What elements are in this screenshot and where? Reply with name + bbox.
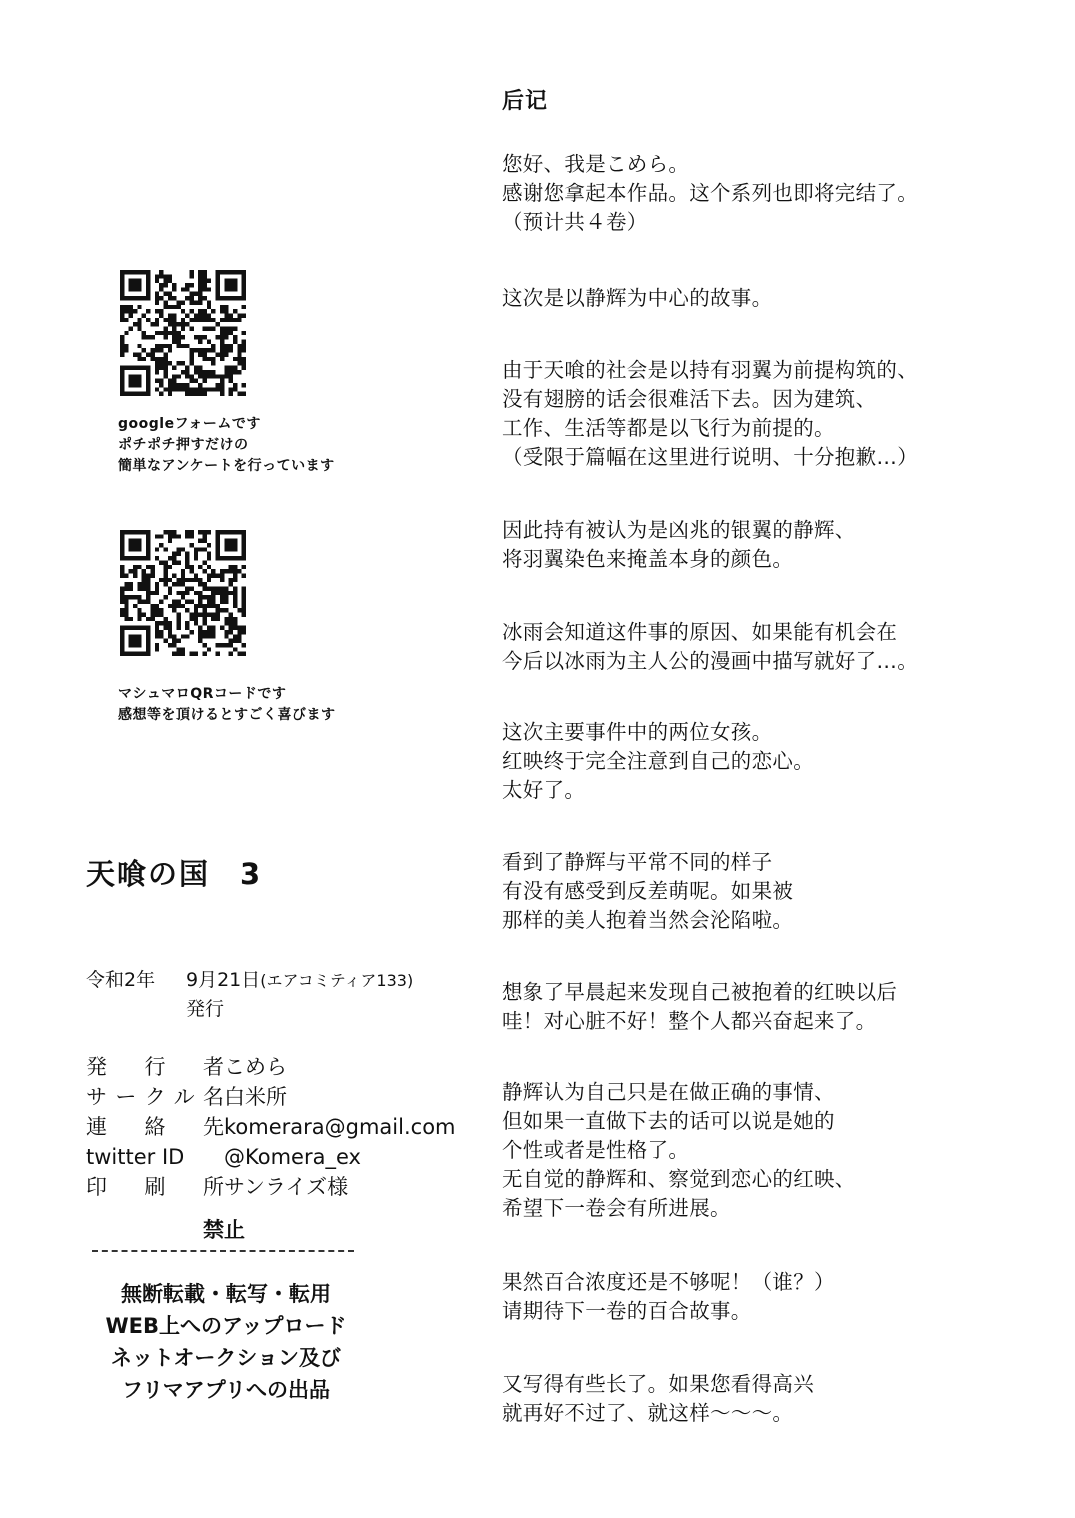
paragraph-line: 果然百合浓度还是不够呢！（谁？） xyxy=(502,1270,835,1294)
paragraph-line: 又写得有些长了。如果您看得高兴 xyxy=(502,1372,814,1396)
prohibition-title: 禁止 xyxy=(203,1218,245,1242)
paragraph-line: 那样的美人抱着当然会沦陷啦。 xyxy=(502,908,794,932)
dashed-divider xyxy=(92,1250,354,1252)
prohibition-item: フリマアプリへの出品 xyxy=(122,1378,330,1402)
qr-code-icon[interactable] xyxy=(120,270,246,396)
colophon-key: twitter ID xyxy=(86,1145,185,1169)
afterword-paragraph xyxy=(502,1268,835,1326)
date-issued: 発行 xyxy=(186,998,225,1020)
paragraph-line: 今后以冰雨为主人公的漫画中描写就好了…。 xyxy=(502,649,918,673)
paragraph-line: （受限于篇幅在这里进行说明、十分抱歉…） xyxy=(502,445,918,469)
paragraph-line: 将羽翼染色来掩盖本身的颜色。 xyxy=(502,547,794,571)
paragraph-line: 哇！对心脏不好！整个人都兴奋起来了。 xyxy=(502,1009,877,1033)
colophon-table xyxy=(86,1052,456,1202)
caption-line: googleフォームです xyxy=(118,416,261,432)
caption-line: マシュマロQRコードです xyxy=(118,686,287,702)
qr-code-icon xyxy=(120,270,246,396)
colophon-row xyxy=(86,1112,456,1142)
colophon-key: サークル名 xyxy=(86,1085,224,1109)
colophon-key: 印刷所 xyxy=(86,1175,224,1199)
afterword-paragraph xyxy=(502,618,918,676)
paragraph-line: 因此持有被认为是凶兆的银翼的静辉、 xyxy=(502,518,856,542)
paragraph-line: 这次是以静辉为中心的故事。 xyxy=(502,286,773,310)
colophon-row xyxy=(86,1172,456,1202)
book-title xyxy=(86,852,262,893)
paragraph-line: 想象了早晨起来发现自己被抱着的红映以后 xyxy=(502,980,898,1004)
caption-line: 簡単なアンケートを行っています xyxy=(118,458,335,474)
colophon-value: 白米所 xyxy=(224,1085,287,1109)
afterword-paragraph xyxy=(502,978,897,1036)
book-title-text: 天喰の国 xyxy=(86,857,211,891)
paragraph-line: 工作、生活等都是以飞行为前提的。 xyxy=(502,416,835,440)
paragraph-line: 太好了。 xyxy=(502,778,586,802)
afterword-paragraph xyxy=(502,1370,814,1428)
prohibition-item: WEB上へのアップロード xyxy=(105,1314,347,1338)
colophon-key: 連絡先 xyxy=(86,1115,224,1139)
paragraph-line: 请期待下一卷的百合故事。 xyxy=(502,1299,752,1323)
qr-code-icon xyxy=(120,530,246,656)
afterword-paragraph xyxy=(502,284,772,313)
contact-email[interactable]: komerara@gmail.com xyxy=(224,1115,456,1139)
colophon-row xyxy=(86,1142,456,1172)
prohibition-item: 無断転載・転写・転用 xyxy=(121,1282,331,1306)
afterword-title: 后记 xyxy=(502,89,549,114)
paragraph-line: 但如果一直做下去的话可以说是她的 xyxy=(502,1109,835,1133)
afterword-paragraph xyxy=(502,848,793,935)
prohibition-list xyxy=(76,1278,376,1406)
paragraph-line: 个性或者是性格了。 xyxy=(502,1138,690,1162)
colophon-key: 発行者 xyxy=(86,1055,224,1079)
colophon-value: サンライズ様 xyxy=(224,1175,349,1199)
paragraph-line: 感谢您拿起本作品。这个系列也即将完结了。 xyxy=(502,181,918,205)
qr-caption-google-form xyxy=(118,414,335,477)
paragraph-line: （预计共４卷） xyxy=(502,210,648,234)
paragraph-line: 静辉认为自己只是在做正确的事情、 xyxy=(502,1080,835,1104)
date-event: (エアコミティア133) xyxy=(260,971,414,990)
paragraph-line: 没有翅膀的话会很难活下去。因为建筑、 xyxy=(502,387,877,411)
qr-caption-marshmallow xyxy=(118,684,336,726)
afterword-paragraph xyxy=(502,718,814,805)
paragraph-line: 这次主要事件中的两位女孩。 xyxy=(502,720,773,744)
date-era: 令和2年 xyxy=(86,969,156,991)
afterword-paragraph xyxy=(502,1078,856,1223)
publication-date xyxy=(86,966,413,1023)
qr-code-icon[interactable] xyxy=(120,530,246,656)
paragraph-line: 希望下一卷会有所进展。 xyxy=(502,1196,731,1220)
caption-line: 感想等を頂けるとすごく喜びます xyxy=(118,707,336,723)
paragraph-line: 看到了静辉与平常不同的样子 xyxy=(502,850,773,874)
afterword-paragraph xyxy=(502,150,918,237)
colophon-row xyxy=(86,1082,456,1112)
paragraph-line: 有没有感受到反差萌呢。如果被 xyxy=(502,879,794,903)
date-day: 9月21日 xyxy=(186,969,261,991)
colophon-row xyxy=(86,1052,456,1082)
paragraph-line: 由于天喰的社会是以持有羽翼为前提构筑的、 xyxy=(502,358,918,382)
paragraph-line: 无自觉的静辉和、察觉到恋心的红映、 xyxy=(502,1167,856,1191)
paragraph-line: 红映终于完全注意到自己的恋心。 xyxy=(502,749,814,773)
paragraph-line: 您好、我是こめら。 xyxy=(502,152,690,176)
paragraph-line: 就再好不过了、就这样～～～。 xyxy=(502,1401,794,1425)
caption-line: ポチポチ押すだけの xyxy=(118,437,249,453)
twitter-handle[interactable]: @Komera_ex xyxy=(224,1145,361,1169)
paragraph-line: 冰雨会知道这件事的原因、如果能有机会在 xyxy=(502,620,898,644)
book-volume: 3 xyxy=(240,857,263,891)
afterword-paragraph xyxy=(502,516,856,574)
afterword-paragraph xyxy=(502,356,918,472)
prohibition-item: ネットオークション及び xyxy=(111,1346,341,1370)
colophon-value: こめら xyxy=(224,1055,287,1079)
